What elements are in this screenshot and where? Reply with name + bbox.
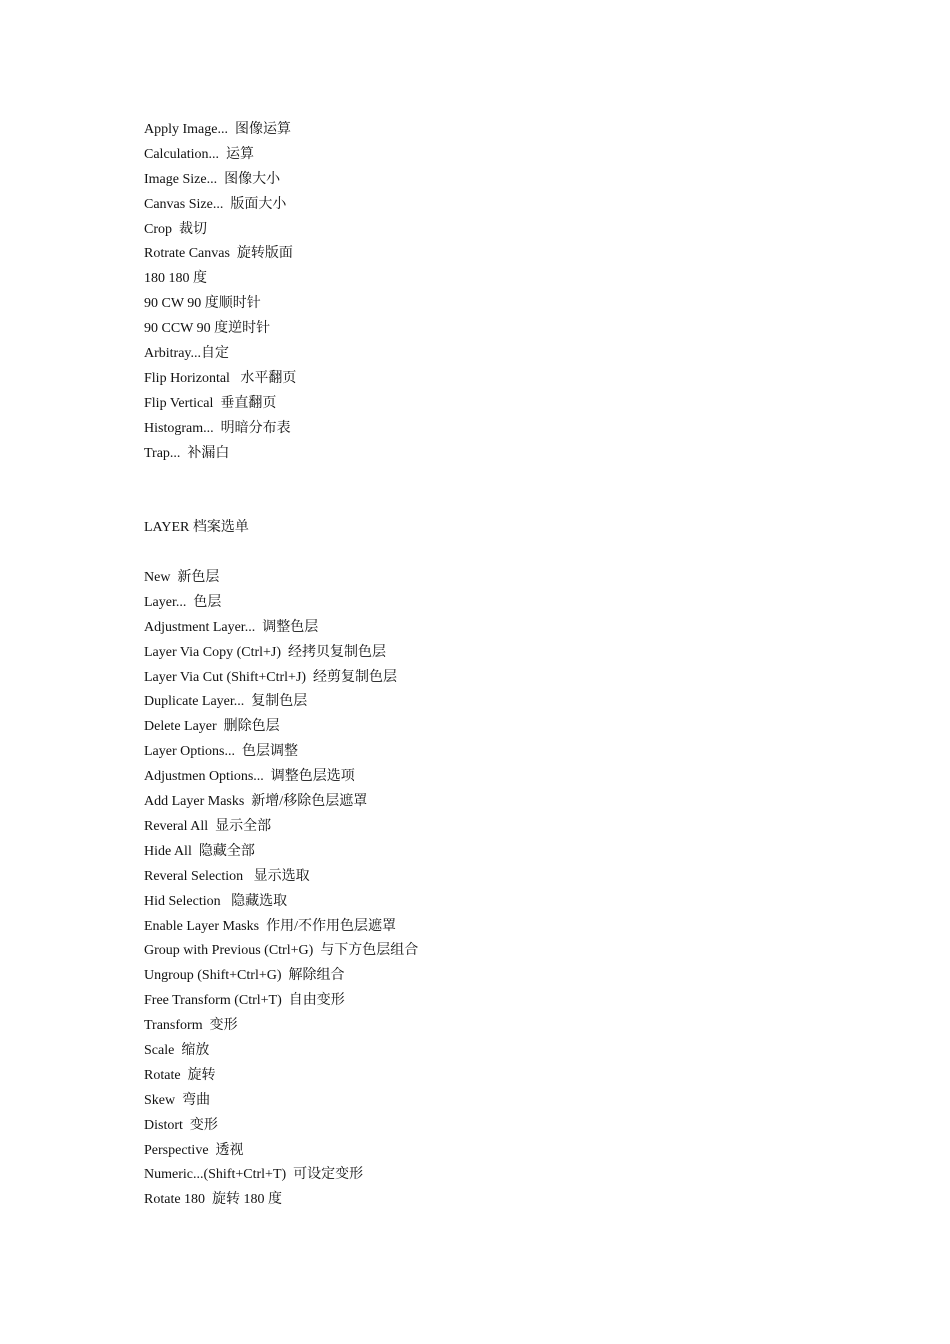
layer-menu-list [144, 566, 904, 1213]
list-item: Layer Via Cut (Shift+Ctrl+J) 经剪复制色层 [144, 669, 398, 685]
list-item: Reveral Selection 显示选取 [144, 868, 310, 884]
list-item: Add Layer Masks 新增/移除色层遮罩 [144, 794, 368, 810]
list-item: Arbitray...自定 [144, 346, 230, 362]
list-item: 90 CCW 90 度逆时针 [144, 321, 271, 337]
list-item: Hide All 隐藏全部 [144, 843, 255, 859]
list-item: Histogram... 明暗分布表 [144, 420, 291, 436]
list-item: Duplicate Layer... 复制色层 [144, 694, 308, 710]
list-item: 180 180 度 [144, 271, 207, 287]
list-item: Enable Layer Masks 作用/不作用色层遮罩 [144, 918, 396, 934]
spacer [144, 491, 904, 516]
list-item: Layer... 色层 [144, 594, 222, 610]
list-item: Rotate 旋转 [144, 1067, 216, 1083]
list-item: Skew 弯曲 [144, 1092, 211, 1108]
list-item: Flip Horizontal 水平翻页 [144, 370, 297, 386]
list-item: Rotate 180 旋转 180 度 [144, 1192, 283, 1208]
list-item: Trap... 补漏白 [144, 445, 230, 461]
list-item: Transform 变形 [144, 1018, 238, 1034]
section-heading-layer: LAYER 档案选单 [144, 520, 249, 536]
list-item: Image Size... 图像大小 [144, 171, 281, 187]
list-item: Reveral All 显示全部 [144, 818, 272, 834]
spacer [144, 466, 904, 491]
spacer [144, 541, 904, 566]
list-item: Scale 缩放 [144, 1042, 210, 1058]
list-item: 90 CW 90 度顺时针 [144, 296, 261, 312]
list-item: Hid Selection 隐藏选取 [144, 893, 288, 909]
list-item: Delete Layer 删除色层 [144, 719, 280, 735]
list-item: Layer Options... 色层调整 [144, 744, 298, 760]
list-item: Flip Vertical 垂直翻页 [144, 395, 277, 411]
image-menu-list [144, 118, 904, 466]
list-item: Numeric...(Shift+Ctrl+T) 可设定变形 [144, 1167, 364, 1183]
list-item: Adjustmen Options... 调整色层选项 [144, 769, 355, 785]
list-item: Adjustment Layer... 调整色层 [144, 619, 319, 635]
list-item: Group with Previous (Ctrl+G) 与下方色层组合 [144, 943, 419, 959]
list-item: Layer Via Copy (Ctrl+J) 经拷贝复制色层 [144, 644, 387, 660]
list-item: Canvas Size... 版面大小 [144, 196, 287, 212]
document-page [144, 118, 904, 1213]
list-item: Apply Image... 图像运算 [144, 122, 291, 137]
list-item: Rotrate Canvas 旋转版面 [144, 246, 293, 262]
list-item: Crop 裁切 [144, 221, 207, 237]
list-item: Perspective 透视 [144, 1142, 244, 1158]
list-item: Distort 变形 [144, 1117, 218, 1133]
list-item: New 新色层 [144, 570, 220, 586]
list-item: Calculation... 运算 [144, 146, 255, 162]
list-item: Free Transform (Ctrl+T) 自由变形 [144, 993, 345, 1009]
list-item: Ungroup (Shift+Ctrl+G) 解除组合 [144, 968, 345, 984]
